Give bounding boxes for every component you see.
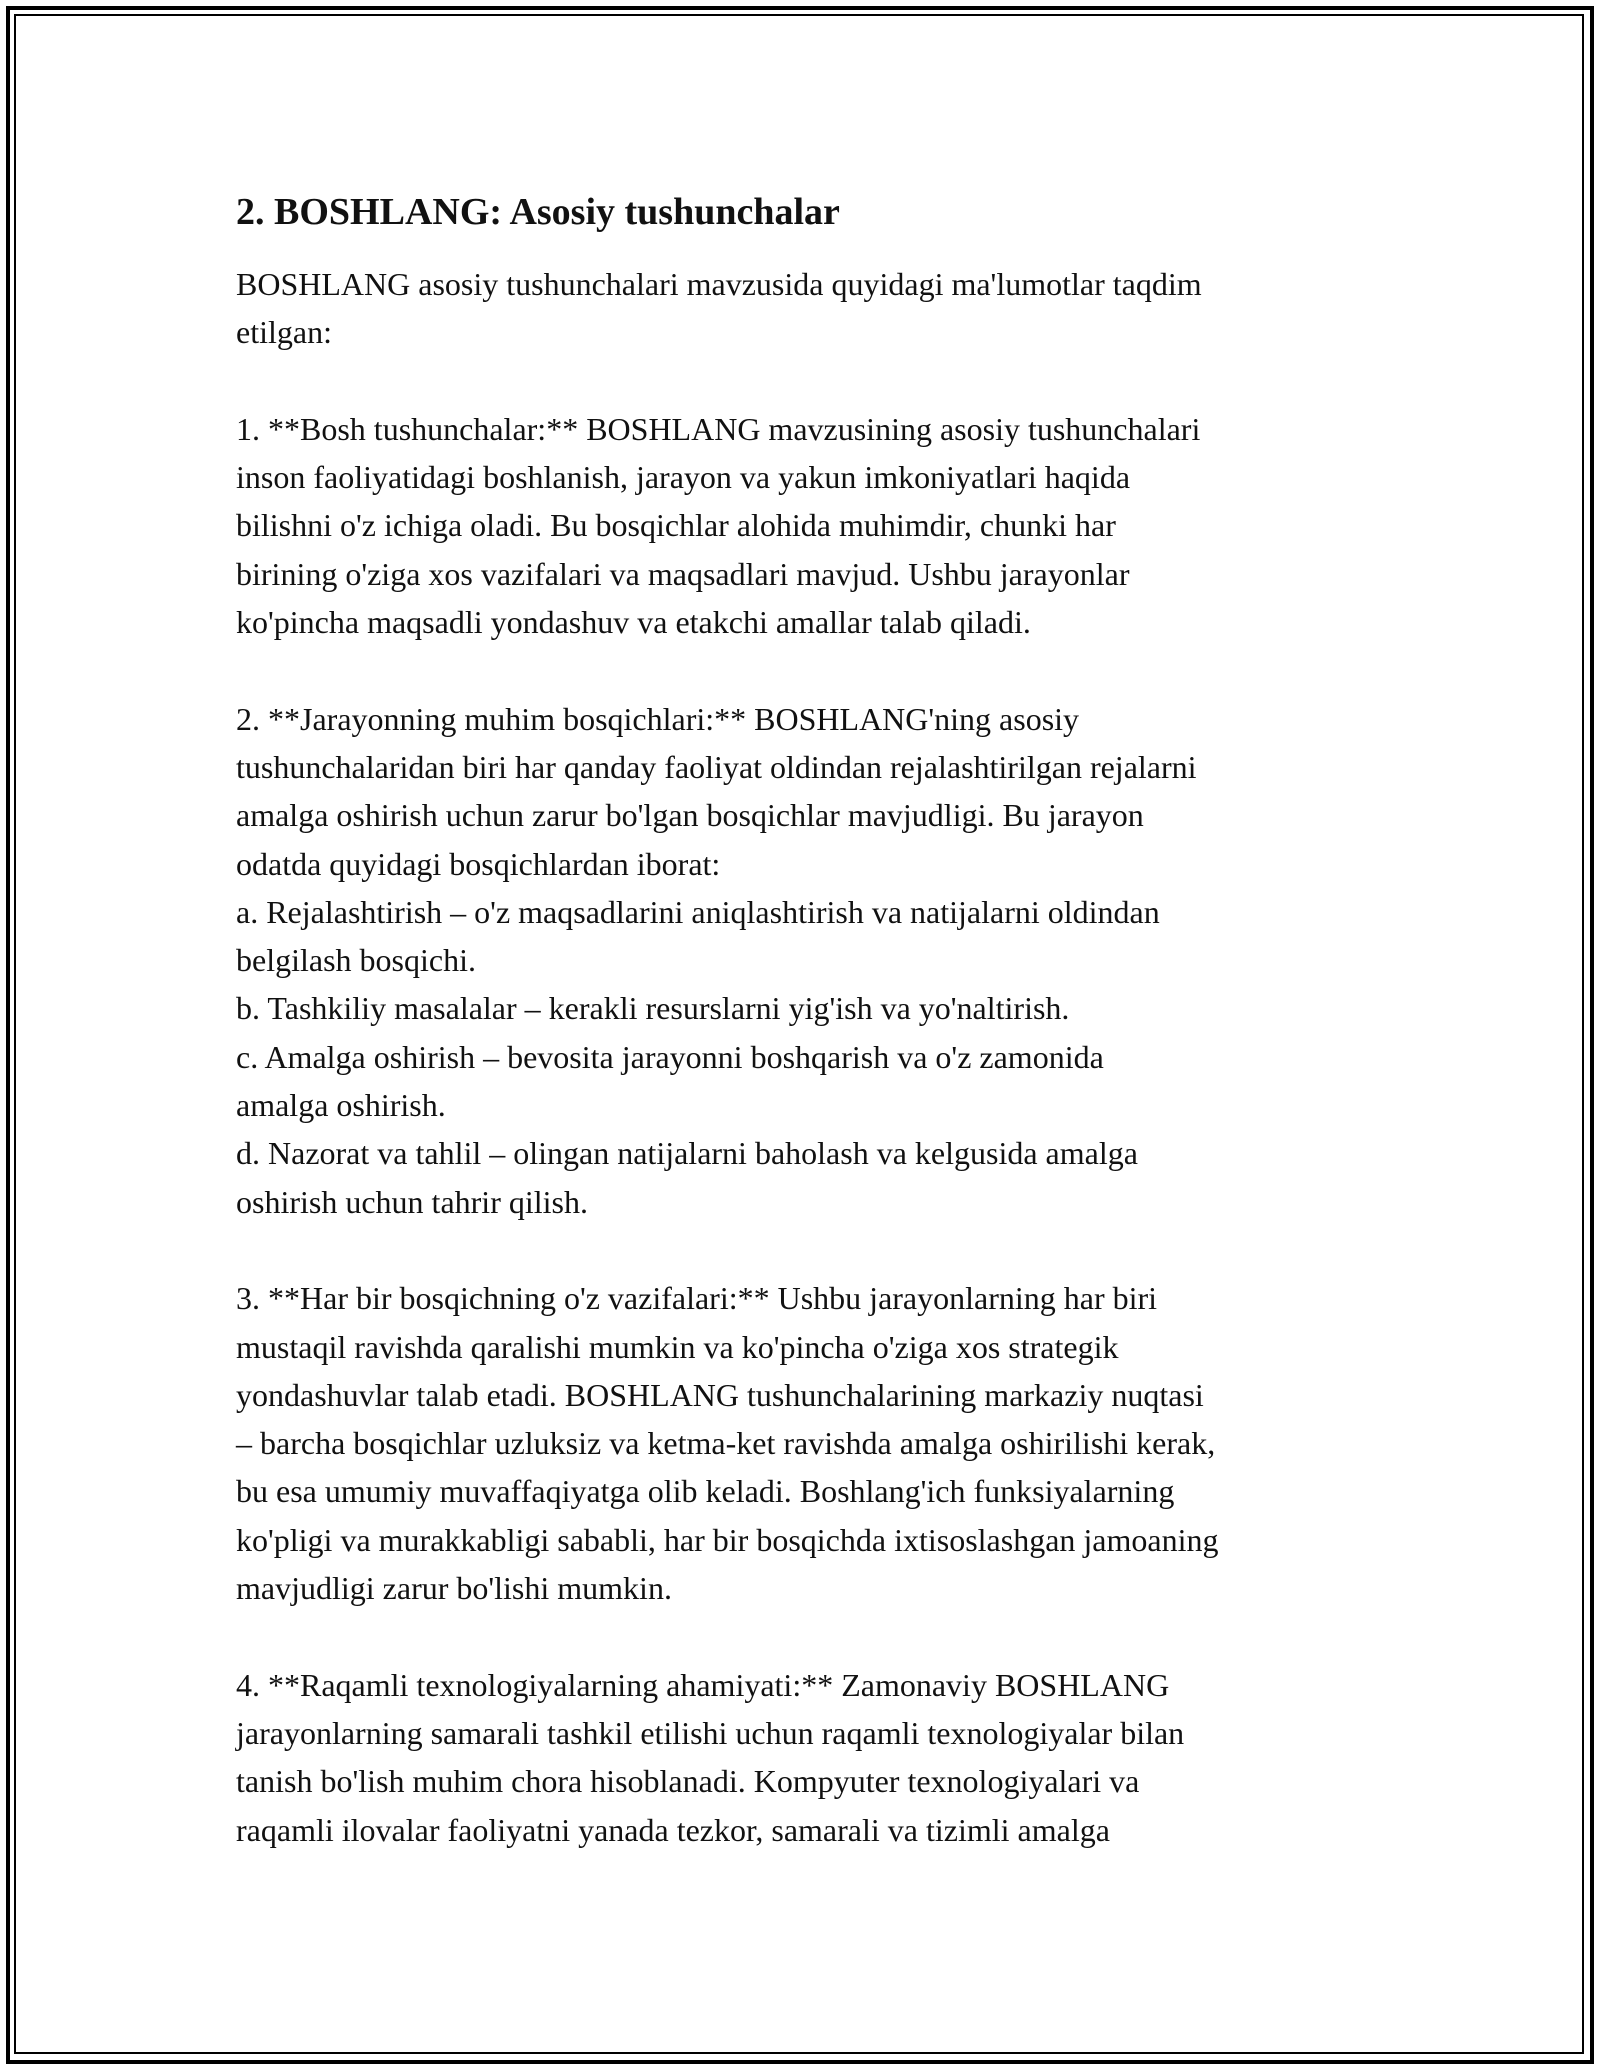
section-3-paragraph: 3. **Har bir bosqichning o'z vazifalari:** Ushbu jarayonlarning har biri mustaqil ravishda qaralishi mumkin va ko'pincha o'ziga xos strategik yondashuvlar talab etadi. BOSHLANG tushunchalarining markaziy nuqtasi – barcha bosqichlar uzluksiz va ketma-ket ravishda amalga oshirilishi kerak, bu esa umumiy muvaffaqiyatga olib keladi. Boshlang'ich funksiyalarning ko'pligi va murakkabligi sababli, har bir bosqichda ixtisoslashgan jamoaning mavjudligi zarur bo'lishi mumkin. (236, 1280, 1219, 1607)
section-4-paragraph: 4. **Raqamli texnologiyalarning ahamiyati:** Zamonaviy BOSHLANG jarayonlarning samarali tashkil etilishi uchun raqamli texnologiyalar bilan tanish bo'lish muhim chora hisoblanadi. Kompyuter texnologiyalari va raqamli ilovalar faoliyatni yanada tezkor, samarali va tizimli amalga (236, 1666, 1185, 1848)
intro-paragraph: BOSHLANG asosiy tushunchalari mavzusida quyidagi ma'lumotlar taqdim etilgan: (236, 266, 1202, 351)
paragraph-gap (236, 646, 1366, 694)
paragraph-gap (236, 1612, 1366, 1660)
paragraph-gap (236, 1226, 1366, 1274)
section-1-paragraph: 1. **Bosh tushunchalar:** BOSHLANG mavzusining asosiy tushunchalari inson faoliyatidagi boshlanish, jarayon va yakun imkoniyatlari haqida bilishni o'z ichiga oladi. Bu bosqichlar alohida muhimdir, chunki har birining o'ziga xos vazifalari va maqsadlari mavjud. Ushbu jarayonlar ko'pincha maqsadli yondashuv va etakchi amallar talab qiladi. (236, 410, 1201, 641)
paragraph-gap (236, 357, 1366, 405)
document-body (236, 186, 1366, 1854)
section-2-paragraph: 2. **Jarayonning muhim bosqichlari:** BOSHLANG'ning asosiy tushunchalaridan biri har qanday faoliyat oldindan rejalashtirilgan rejalarni amalga oshirish uchun zarur bo'lgan bosqichlar mavjudligi. Bu jarayon odatda quyidagi bosqichlardan iborat: a. Rejalashtirish – o'z maqsadlarini aniqlashtirish va natijalarni oldindan belgilash bosqichi. b. Tashkiliy masalalar – kerakli resurslarni yig'ish va yo'naltirish. c. Amalga oshirish – bevosita jarayonni boshqarish va o'z zamonida amalga oshirish. d. Nazorat va tahlil – olingan natijalarni baholash va kelgusida amalga oshirish uchun tahrir qilish. (236, 700, 1197, 1220)
page-title: 2. BOSHLANG: Asosiy tushunchalar (236, 191, 840, 233)
